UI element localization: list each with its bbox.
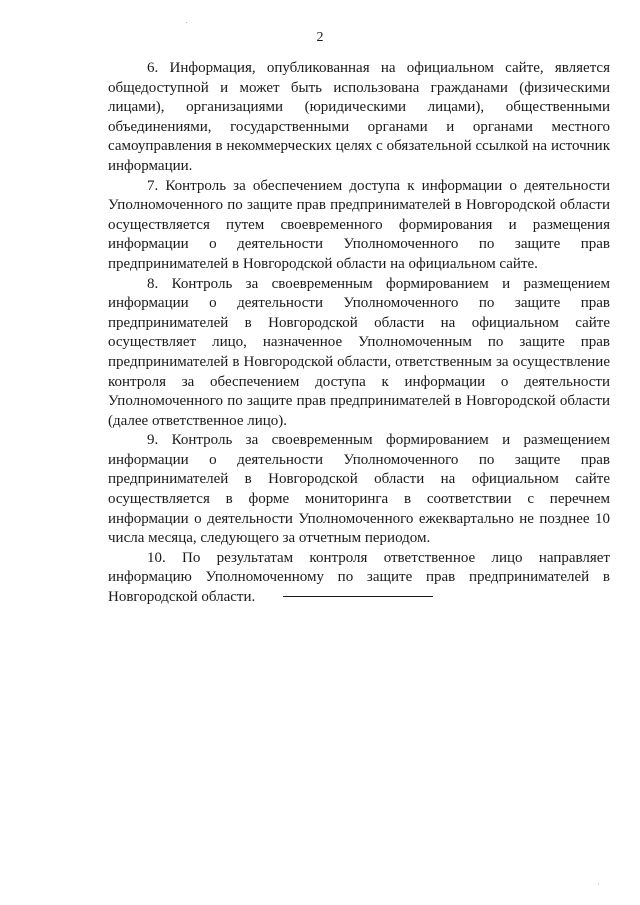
paragraph-6: 6. Информация, опубликованная на официальном сайте, является общедоступной и может быть использована гражданами (физическими лицами), организациями (юридическими лицами), общественными объединениями, государственными органами и органами местного самоуправления в некоммерческих целях с обязательной ссылкой на источник информации.	[108, 60, 610, 174]
end-of-text-separator	[283, 596, 433, 597]
document-body	[108, 59, 610, 608]
page-number: 2	[316, 30, 324, 45]
paragraph-9: 9. Контроль за своевременным формированием и размещением информации о деятельности Уполномоченного по защите прав предпринимателей в Новгородской области на официальном сайте осуществляется в форме мониторинга в соответствии с перечнем информации о деятельности Уполномоченного ежеквартально не позднее 10 числа месяца, следующего за отчетным периодом.	[108, 432, 610, 547]
paragraph-8: 8. Контроль за своевременным формированием и размещением информации о деятельности Уполномоченного по защите прав предпринимателей в Новгородской области на официальном сайте осуществляет лицо, назначенное Уполномоченным по защите прав предпринимателей в Новгородской области, ответственным за осуществление контроля за обеспечением доступа к информации о деятельности Уполномоченного по защите прав предпринимателей в Новгородской области (далее ответственное лицо).	[108, 275, 610, 429]
scan-artifact-dot	[186, 22, 187, 23]
paragraph-10: 10. По результатам контроля ответственное лицо направляет информацию Уполномоченному по защите прав предпринимателей в Новгородской области.	[108, 549, 610, 606]
scan-artifact-dot	[598, 883, 599, 884]
paragraph-7: 7. Контроль за обеспечением доступа к информации о деятельности Уполномоченного по защите прав предпринимателей в Новгородской области осуществляется путем своевременного формирования и размещения информации о деятельности Уполномоченного по защите прав предпринимателей в Новгородской области на официальном сайте.	[108, 177, 610, 272]
